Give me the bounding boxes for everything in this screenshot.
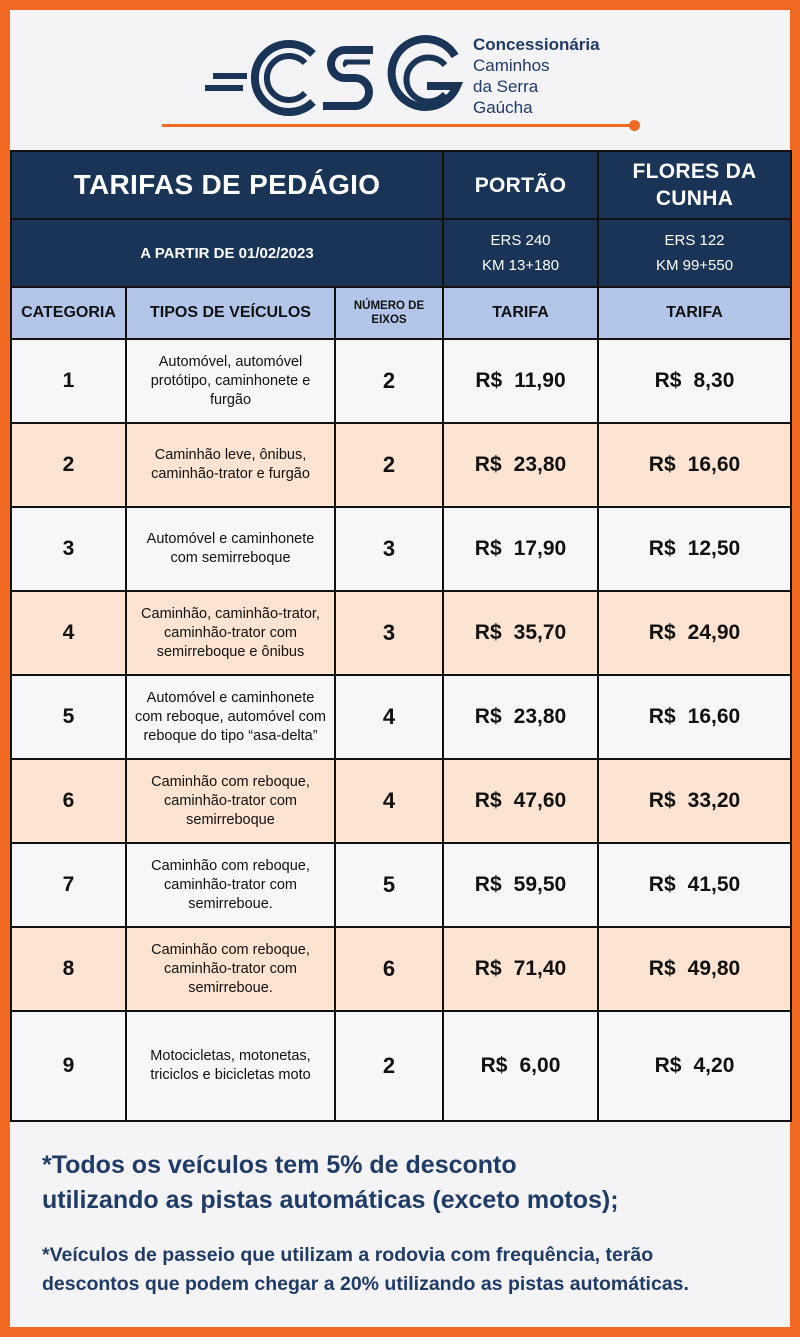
vehicle-type-cell: Automóvel, automóvel protótipo, caminhonete e furgão [126,339,335,423]
column-header-row [11,287,791,339]
currency-label: R$ [474,789,502,812]
frequent-user-note-line2: descontos que podem chegar a 20% utilizando as pistas automáticas. [42,1273,689,1295]
tariff-value: 59,50 [513,873,567,896]
table-row [11,759,791,843]
tariff-value: 35,70 [513,621,567,644]
subtitle-row [11,219,791,287]
tariff-value: 11,90 [514,369,566,392]
tariff-value: 71,40 [513,957,567,980]
company-line-2: Caminhos [473,56,550,75]
currency-label: R$ [648,537,676,560]
tariff-value: 12,50 [687,537,741,560]
tariff-value: 4,20 [693,1054,735,1077]
vehicle-type-cell: Caminhão com reboque, caminhão-trator com semirreboue. [126,927,335,1011]
table-row [11,591,791,675]
vehicle-type-cell: Caminhão com reboque, caminhão-trator com semirreboque [126,759,335,843]
currency-label: R$ [648,789,676,812]
tariff-value: 33,20 [687,789,741,812]
plaza-flores-name-line2: CUNHA [655,187,734,210]
axles-cell: 6 [335,927,443,1011]
plaza-portao-name: PORTÃO [443,151,598,219]
header-divider-dot [629,120,640,131]
header [10,10,790,150]
category-cell: 9 [11,1011,126,1121]
csg-logo-icon [205,32,475,124]
company-name [473,34,600,118]
vehicle-type-cell: Motocicletas, motonetas, triciclos e bicicletas moto [126,1011,335,1121]
tariff-value: 17,90 [513,537,567,560]
category-cell: 8 [11,927,126,1011]
tariff-value: 41,50 [687,873,741,896]
category-cell: 3 [11,507,126,591]
tariff-flores-cell [598,1011,791,1121]
col-eixos-line1: NÚMERO DE [353,300,425,312]
tariff-portao-cell [443,1011,598,1121]
tariff-portao-cell [443,927,598,1011]
col-eixos [335,287,443,339]
company-line-4: Gaúcha [473,98,533,117]
tariff-flores-cell [598,507,791,591]
tariff-flores-cell [598,759,791,843]
discount-note-line1: *Todos os veículos tem 5% de desconto [42,1151,517,1179]
vehicle-type-cell: Caminhão, caminhão-trator, caminhão-trator com semirreboque e ônibus [126,591,335,675]
table-row [11,1011,791,1121]
table-row [11,507,791,591]
tariff-portao-cell [443,339,598,423]
tariff-value: 47,60 [513,789,567,812]
vehicle-type-cell: Caminhão com reboque, caminhão-trator com semirreboue. [126,843,335,927]
vehicle-type-cell: Automóvel e caminhonete com semirreboque [126,507,335,591]
category-cell: 1 [11,339,126,423]
table-row [11,675,791,759]
tariff-portao-cell [443,591,598,675]
table-row [11,339,791,423]
category-cell: 7 [11,843,126,927]
discount-note-line2: utilizando as pistas automáticas (exceto motos); [42,1186,619,1214]
currency-label: R$ [648,957,676,980]
tariff-portao-cell [443,675,598,759]
col-eixos-line2: EIXOS [371,314,407,326]
plaza-flores-location [598,219,791,287]
frequent-user-note-line1: *Veículos de passeio que utilizam a rodovia com frequência, terão [42,1244,654,1266]
currency-label: R$ [474,705,502,728]
discount-note [42,1148,782,1218]
tariff-value: 16,60 [687,705,741,728]
col-categoria: CATEGORIA [11,287,126,339]
tariff-value: 24,90 [687,621,741,644]
tariff-portao-cell [443,759,598,843]
currency-label: R$ [654,369,682,392]
tariff-value: 6,00 [519,1054,561,1077]
category-cell: 2 [11,423,126,507]
plaza-portao-km: KM 13+180 [481,257,560,274]
currency-label: R$ [648,453,676,476]
table-row [11,423,791,507]
currency-label: R$ [474,873,502,896]
category-cell: 4 [11,591,126,675]
plaza-flores-name-line1: FLORES DA [632,160,757,183]
tariff-value: 49,80 [687,957,741,980]
tariff-value: 8,30 [693,369,735,392]
plaza-portao-road: ERS 240 [490,232,551,249]
page-frame [10,10,790,1327]
plaza-flores-road: ERS 122 [664,232,725,249]
company-line-3: da Serra [473,77,539,96]
tariff-flores-cell [598,339,791,423]
axles-cell: 4 [335,759,443,843]
tariff-flores-cell [598,423,791,507]
table-title: TARIFAS DE PEDÁGIO [11,151,443,219]
plaza-flores-name [598,151,791,219]
table-row [11,927,791,1011]
currency-label: R$ [480,1054,508,1077]
table-row [11,843,791,927]
tariff-table [10,150,792,1122]
tariff-value: 23,80 [513,453,567,476]
currency-label: R$ [474,957,502,980]
tariff-flores-cell [598,675,791,759]
header-divider [162,124,635,127]
axles-cell: 5 [335,843,443,927]
axles-cell: 2 [335,1011,443,1121]
tariff-portao-cell [443,423,598,507]
title-row [11,151,791,219]
col-tarifa-flores: TARIFA [598,287,791,339]
tariff-value: 16,60 [687,453,741,476]
tariff-portao-cell [443,843,598,927]
plaza-flores-km: KM 99+550 [655,257,734,274]
currency-label: R$ [474,453,502,476]
col-tipos: TIPOS DE VEÍCULOS [126,287,335,339]
col-tarifa-portao: TARIFA [443,287,598,339]
axles-cell: 3 [335,507,443,591]
axles-cell: 2 [335,423,443,507]
tariff-flores-cell [598,591,791,675]
currency-label: R$ [648,705,676,728]
category-cell: 6 [11,759,126,843]
vehicle-type-cell: Caminhão leve, ônibus, caminhão-trator e furgão [126,423,335,507]
tariff-value: 23,80 [513,705,567,728]
frequent-user-note [42,1241,782,1299]
tariff-portao-cell [443,507,598,591]
tariff-flores-cell [598,843,791,927]
currency-label: R$ [648,621,676,644]
plaza-portao-location [443,219,598,287]
axles-cell: 4 [335,675,443,759]
tariff-flores-cell [598,927,791,1011]
axles-cell: 2 [335,339,443,423]
company-line-1: Concessionária [473,35,600,54]
vehicle-type-cell: Automóvel e caminhonete com reboque, automóvel com reboque do tipo “asa-delta” [126,675,335,759]
category-cell: 5 [11,675,126,759]
currency-label: R$ [654,1054,682,1077]
currency-label: R$ [475,369,503,392]
axles-cell: 3 [335,591,443,675]
currency-label: R$ [474,537,502,560]
footnotes [42,1148,782,1299]
effective-date: A PARTIR DE 01/02/2023 [11,219,443,287]
currency-label: R$ [474,621,502,644]
currency-label: R$ [648,873,676,896]
